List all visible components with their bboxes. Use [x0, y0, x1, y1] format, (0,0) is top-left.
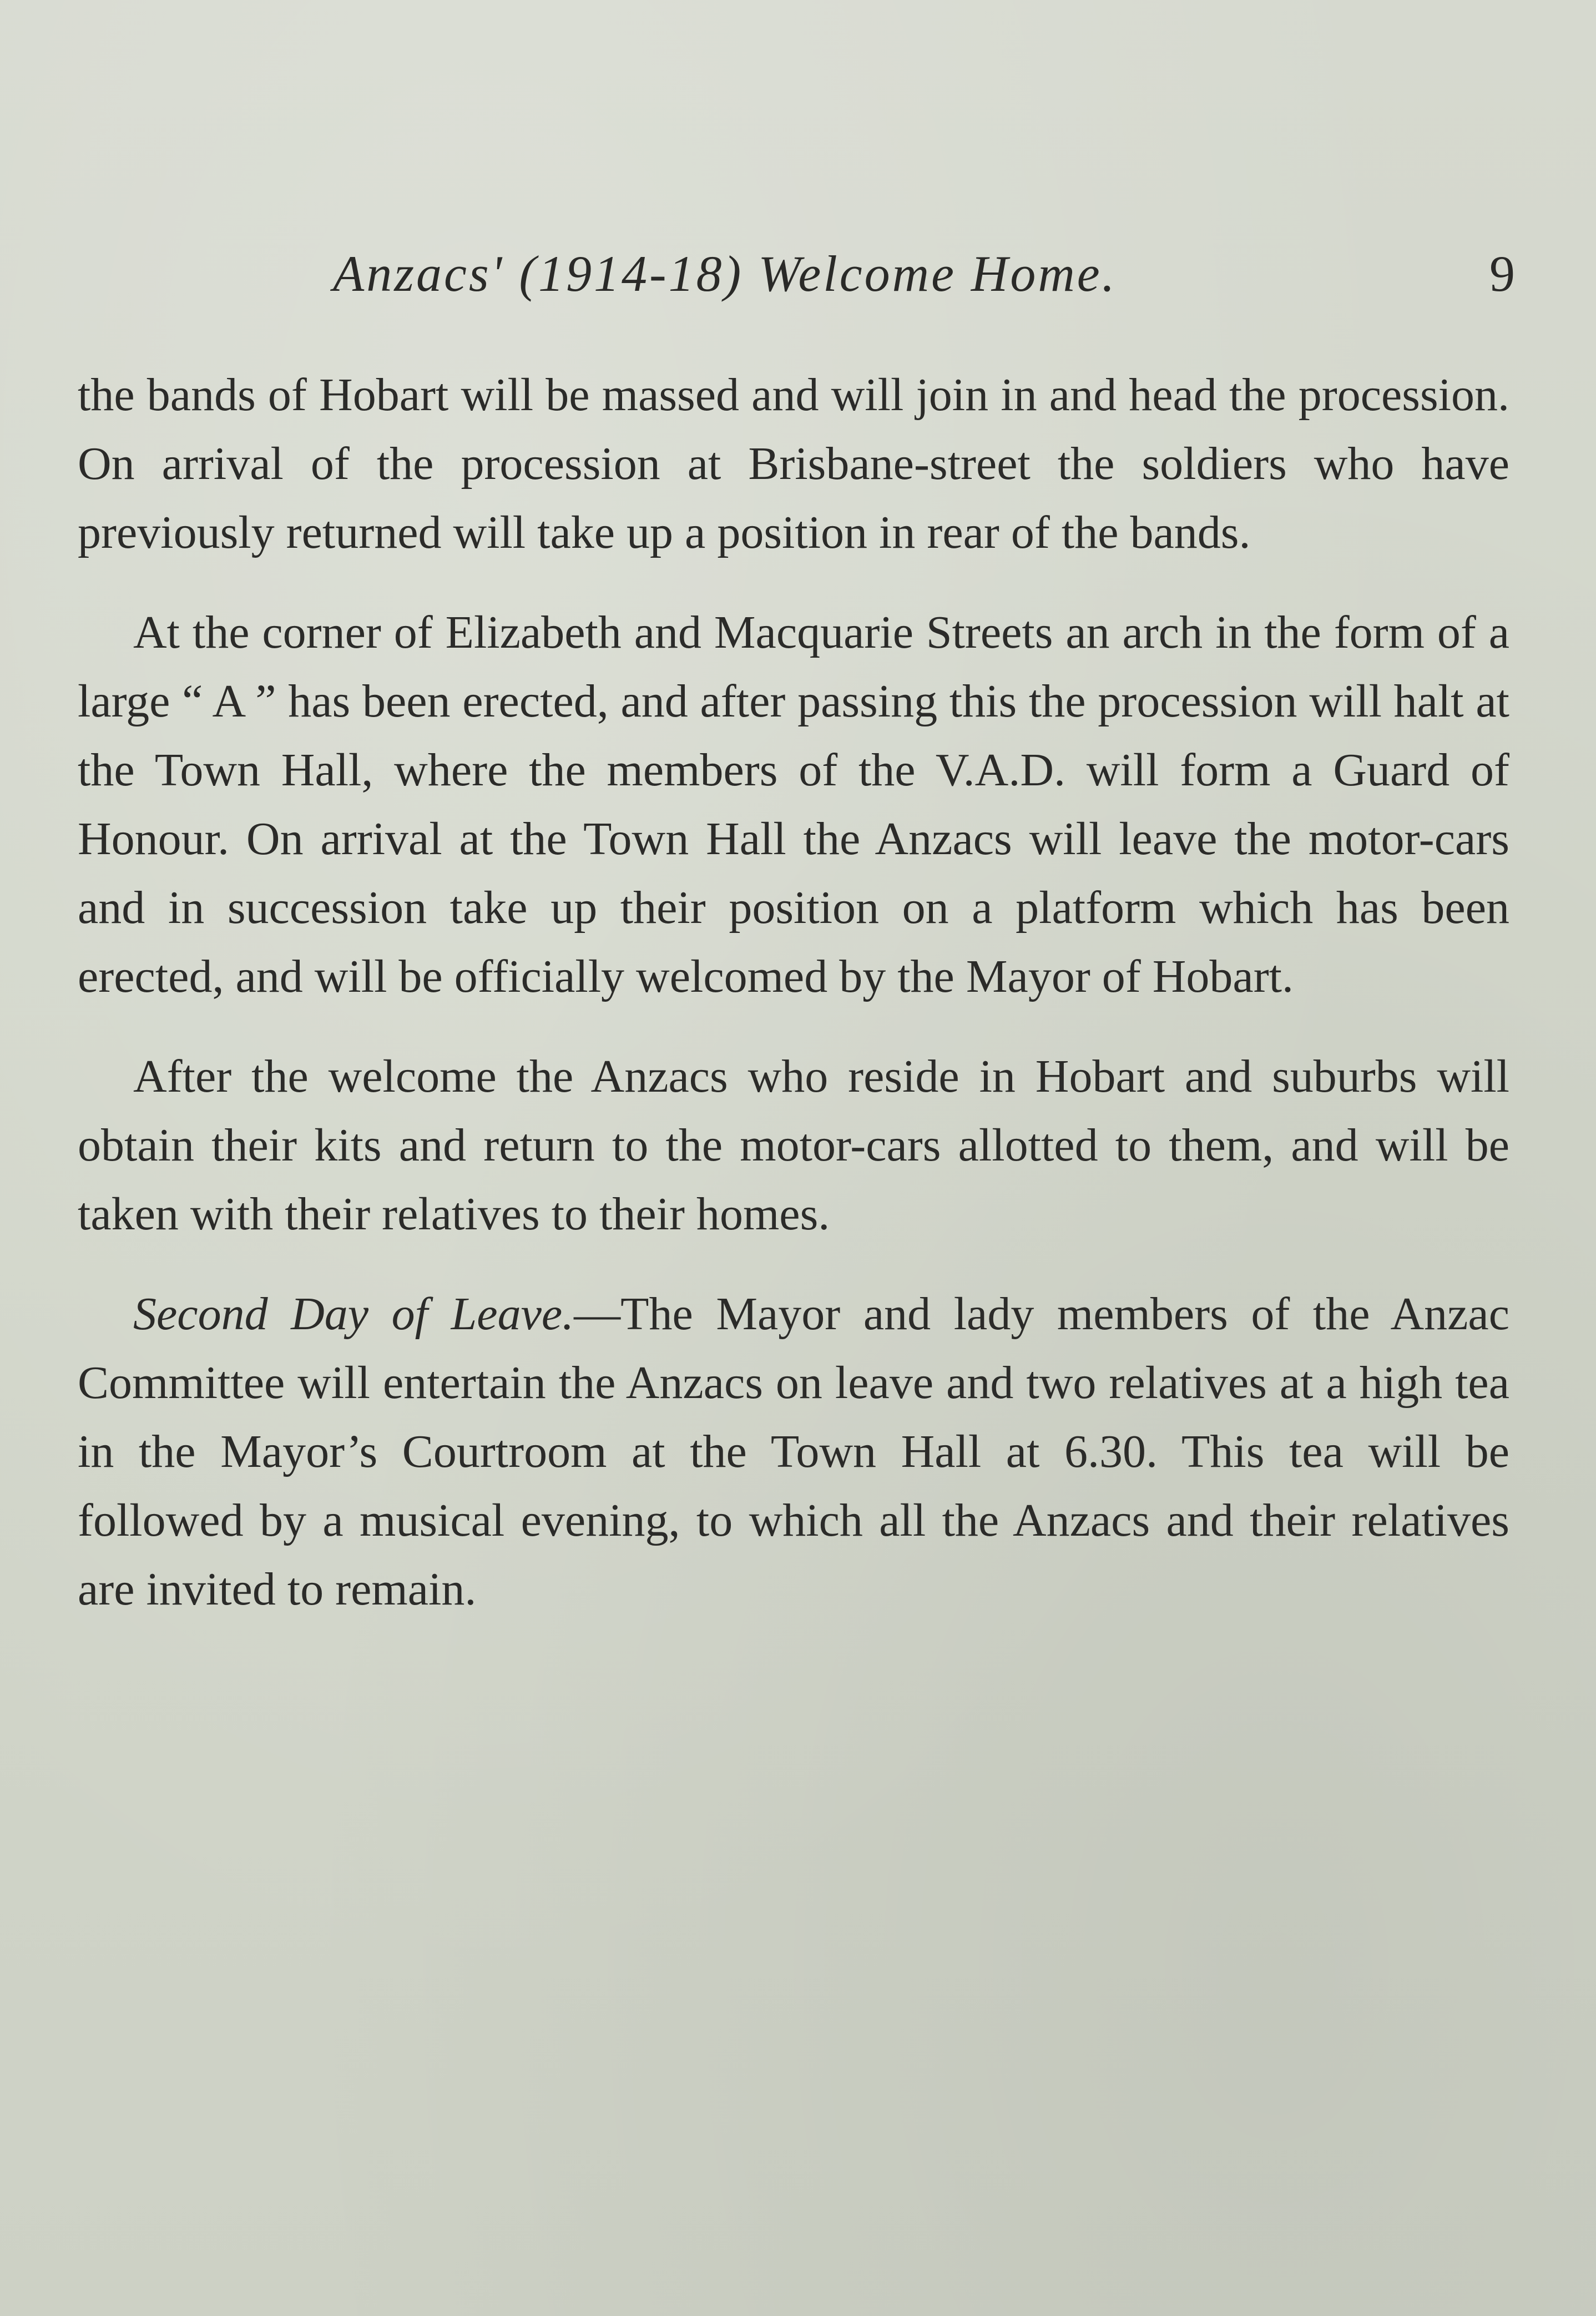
paragraph-after-welcome: [78, 1042, 1509, 1249]
paragraph-second-day: [78, 1280, 1509, 1624]
running-head: [333, 239, 1515, 316]
page-number: 9: [1489, 245, 1515, 302]
second-day-text: —The Mayor and lady members of the Anzac Committee will entertain the Anzacs on leave and two relatives at a high tea in the Mayor’s Courtroom at the Town Hall at 6.30. This tea will be followed by a musical evening, to which all the Anzacs and their relatives are invited to remain.: [78, 1288, 1509, 1615]
paragraph-after-welcome-text: After the welcome the Anzacs who reside in Hobart and suburbs will obtain their kits and return to the motor-cars allotted to them, and will be taken with their relatives to their homes.: [78, 1051, 1509, 1240]
body-text: [78, 361, 1509, 1655]
second-day-heading: Second Day of Leave.: [133, 1288, 574, 1340]
paragraph-arch: At the corner of Elizabeth and Macquarie Streets an arch in the form of a large “ A ” has been erected, and after passing this the procession will halt at the Town Hall, where the members of the V.A.D. will form a Guard of Honour. On arrival at the Town Hall the Anzacs will leave the motor-cars and in succession take up their position on a platform which has been erected, and will be officially welcomed by the Mayor of Hobart.: [78, 607, 1509, 1002]
paragraph-bands: the bands of Hobart will be massed and will join in and head the procession. On arrival of the procession at Brisbane-street the soldiers who have previously returned will take up a position in rear of the bands.: [78, 369, 1509, 558]
running-title: Anzacs' (1914-18) Welcome Home.: [333, 245, 1117, 302]
